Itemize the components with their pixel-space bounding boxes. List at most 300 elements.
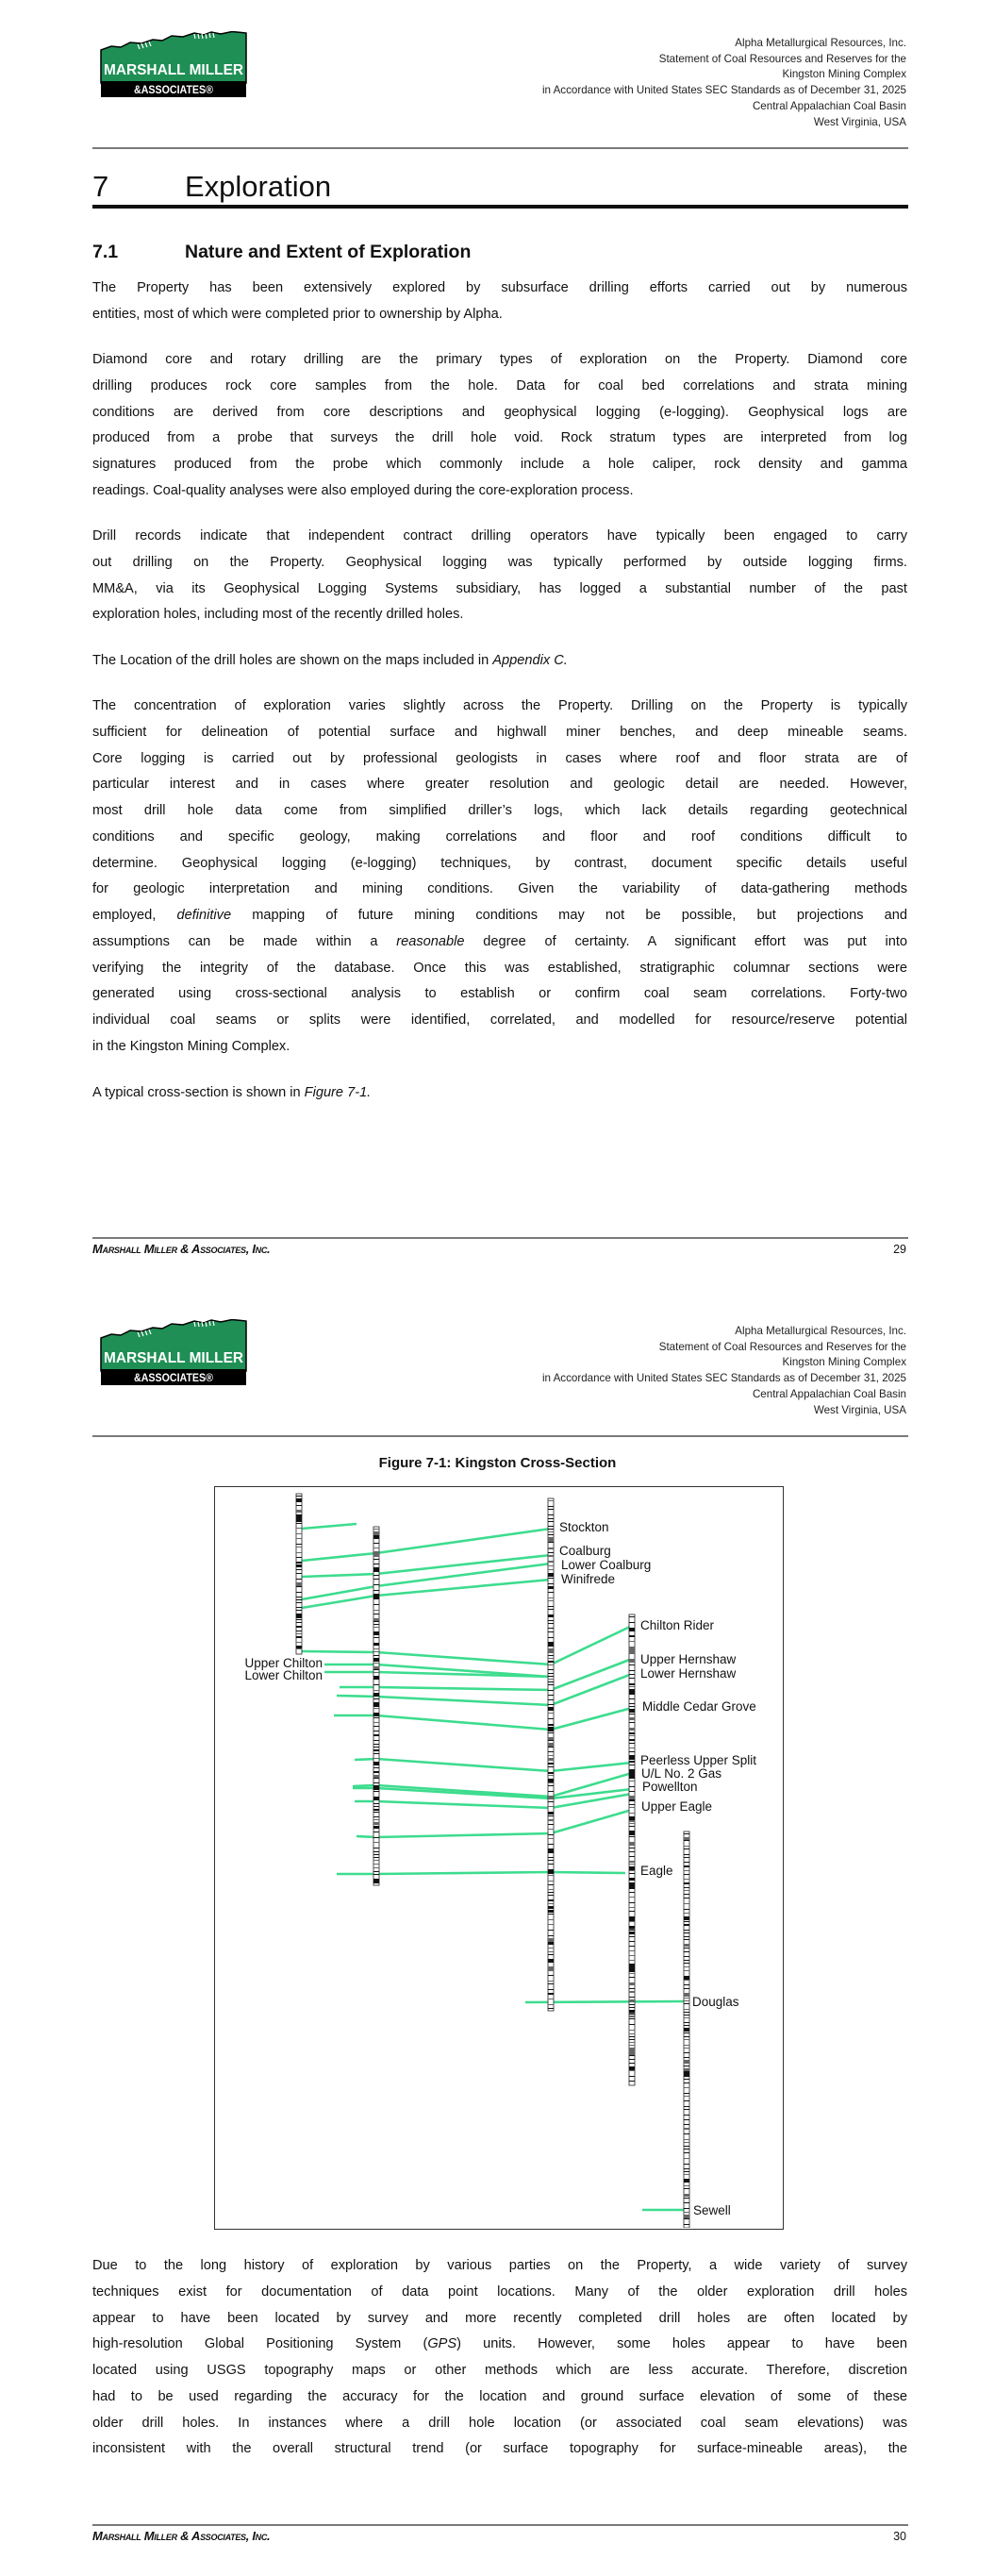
log-stratum-mark xyxy=(684,2032,689,2033)
log-stratum-mark xyxy=(296,1633,302,1634)
text-segment: Due to the long history of exploration by various parties on the Property, a wide variety of survey xyxy=(92,2258,907,2273)
log-stratum-mark xyxy=(684,1857,689,1858)
log-stratum-mark xyxy=(684,2015,689,2016)
log-stratum-mark xyxy=(548,1872,554,1874)
log-stratum-mark xyxy=(629,1902,635,1903)
log-stratum-mark xyxy=(548,1658,554,1659)
text-line xyxy=(92,648,907,675)
log-stratum-mark xyxy=(548,1592,554,1593)
log-stratum-mark xyxy=(629,2030,635,2031)
log-stratum-mark xyxy=(373,1826,379,1829)
log-stratum-mark xyxy=(548,1600,554,1601)
log-stratum-mark xyxy=(548,1651,554,1653)
log-stratum-mark xyxy=(684,2146,689,2147)
log-stratum-mark xyxy=(548,1914,554,1915)
log-stratum-mark xyxy=(684,1837,689,1840)
log-stratum-mark xyxy=(296,1626,302,1628)
log-stratum-mark xyxy=(684,1846,689,1847)
log-stratum-mark xyxy=(373,1693,379,1697)
log-stratum-mark xyxy=(684,2218,689,2219)
text-line xyxy=(92,2384,907,2411)
log-stratum-mark xyxy=(296,1642,302,1643)
log-stratum-mark xyxy=(684,2096,689,2097)
text-line xyxy=(92,2436,907,2463)
text-line xyxy=(92,577,907,603)
text-segment: located using USGS topography maps or other methods which are less accurate. Therefore, discretion xyxy=(92,2363,907,2378)
log-stratum-mark xyxy=(373,1621,379,1622)
log-stratum-mark xyxy=(684,2212,689,2213)
log-stratum-mark xyxy=(296,1528,302,1529)
log-stratum-mark xyxy=(548,1637,554,1638)
log-stratum-mark xyxy=(629,1941,635,1942)
log-stratum-mark xyxy=(548,1526,554,1527)
log-stratum-mark xyxy=(684,1848,689,1849)
log-stratum-mark xyxy=(373,1604,379,1605)
log-stratum-mark xyxy=(548,1954,554,1955)
text-segment: conditions are derived from core descriptions and geophysical logging (e-logging). Geophysical logs are xyxy=(92,404,907,420)
text-segment: techniques exist for documentation of data point locations. Many of the older exploration drill holes xyxy=(92,2283,907,2300)
log-stratum-mark xyxy=(629,2042,635,2043)
log-stratum-mark xyxy=(548,1924,554,1925)
log-stratum-mark xyxy=(629,1873,635,1874)
log-stratum-mark xyxy=(629,1761,635,1763)
log-stratum-mark xyxy=(548,1779,554,1782)
log-stratum-mark xyxy=(548,1875,554,1876)
log-stratum-mark xyxy=(548,1806,554,1807)
log-stratum-mark xyxy=(629,2052,635,2055)
log-stratum-mark xyxy=(548,1534,554,1535)
seam-label: U/L No. 2 Gas xyxy=(641,1766,722,1781)
footer-divider xyxy=(92,2524,908,2526)
log-stratum-mark xyxy=(296,1586,302,1587)
log-stratum-mark xyxy=(373,1758,379,1759)
log-stratum-mark xyxy=(373,1679,379,1680)
log-stratum-mark xyxy=(629,1892,635,1893)
log-stratum-mark xyxy=(373,1747,379,1748)
log-stratum-mark xyxy=(629,2018,635,2019)
seam-label: Upper Hernshaw xyxy=(640,1652,737,1666)
log-stratum-mark xyxy=(373,1529,379,1530)
log-stratum-mark xyxy=(548,1645,554,1646)
page-number: 30 xyxy=(893,2530,906,2543)
log-stratum-mark xyxy=(296,1505,302,1506)
log-stratum-mark xyxy=(629,1769,635,1774)
log-stratum-mark xyxy=(373,1627,379,1628)
log-stratum-mark xyxy=(684,1924,689,1926)
seam-label: Lower Coalburg xyxy=(561,1558,652,1572)
log-stratum-mark xyxy=(548,1796,554,1799)
log-stratum-mark xyxy=(629,1997,635,1998)
log-stratum-mark xyxy=(629,1955,635,1956)
correlation-line xyxy=(355,1759,632,1771)
log-stratum-mark xyxy=(548,1661,554,1663)
log-stratum-mark xyxy=(548,1555,554,1557)
log-stratum-mark xyxy=(296,1510,302,1513)
log-stratum-mark xyxy=(296,1648,302,1649)
logo-text: MARSHALL MILLER xyxy=(104,62,244,78)
log-stratum-mark xyxy=(296,1538,302,1539)
log-stratum-mark xyxy=(373,1547,379,1548)
log-stratum-mark xyxy=(684,2168,689,2169)
log-stratum-mark xyxy=(629,1686,635,1687)
log-stratum-mark xyxy=(296,1599,302,1600)
log-stratum-mark xyxy=(684,2174,689,2175)
header-divider xyxy=(92,1435,908,1437)
log-stratum-mark xyxy=(373,1722,379,1723)
log-stratum-mark xyxy=(684,2158,689,2159)
log-stratum-mark xyxy=(629,1911,635,1912)
log-stratum-mark xyxy=(629,1635,635,1637)
text-segment: determine. Geophysical logging (e-logging) techniques, by contrast, document specific details useful xyxy=(92,855,907,871)
log-stratum-mark xyxy=(548,1889,554,1890)
log-stratum-mark xyxy=(373,1803,379,1804)
log-stratum-mark xyxy=(629,2045,635,2046)
page-header xyxy=(542,1324,906,1418)
log-stratum-mark xyxy=(629,1664,635,1665)
log-stratum-mark xyxy=(684,1887,689,1888)
header-line: West Virginia, USA xyxy=(813,115,906,128)
log-stratum-mark xyxy=(629,2063,635,2064)
log-stratum-mark xyxy=(684,2133,689,2134)
log-stratum-mark xyxy=(373,1851,379,1852)
log-stratum-mark xyxy=(684,2124,689,2125)
log-stratum-mark xyxy=(296,1636,302,1638)
log-stratum-mark xyxy=(548,1573,554,1577)
log-stratum-mark xyxy=(548,1620,554,1621)
log-stratum-mark xyxy=(684,1970,689,1971)
log-stratum-mark xyxy=(373,1864,379,1865)
log-stratum-mark xyxy=(373,1819,379,1820)
log-stratum-mark xyxy=(629,2036,635,2037)
log-stratum-mark xyxy=(684,2009,689,2010)
log-stratum-mark xyxy=(548,1791,554,1792)
log-stratum-mark xyxy=(629,1714,635,1715)
log-stratum-mark xyxy=(684,2171,689,2172)
text-line xyxy=(92,903,907,929)
log-stratum-mark xyxy=(548,1732,554,1733)
log-stratum-mark xyxy=(629,1856,635,1857)
log-stratum-mark xyxy=(684,1948,689,1949)
seam-label: Peerless Upper Split xyxy=(640,1753,757,1767)
log-stratum-mark xyxy=(629,1670,635,1671)
log-stratum-mark xyxy=(629,1921,635,1922)
log-stratum-mark xyxy=(629,1739,635,1741)
log-stratum-mark xyxy=(629,1870,635,1871)
log-stratum-mark xyxy=(296,1602,302,1603)
emphasized-text: Figure 7-1. xyxy=(304,1085,372,1100)
log-stratum-mark xyxy=(548,1718,554,1719)
log-stratum-mark xyxy=(548,1935,554,1936)
log-stratum-mark xyxy=(684,1916,689,1920)
log-stratum-mark xyxy=(373,1797,379,1799)
log-stratum-mark xyxy=(684,2036,689,2037)
text-segment: high-resolution Global Positioning System ( xyxy=(92,2336,428,2352)
log-stratum-mark xyxy=(548,1552,554,1553)
log-stratum-mark xyxy=(373,1708,379,1709)
log-stratum-mark xyxy=(548,1975,554,1976)
correlation-line xyxy=(302,1555,551,1577)
log-stratum-mark xyxy=(373,1842,379,1843)
log-stratum-mark xyxy=(684,2075,689,2077)
log-stratum-mark xyxy=(296,1496,302,1497)
log-stratum-mark xyxy=(548,1713,554,1714)
log-stratum-mark xyxy=(548,1704,554,1705)
seam-label: Upper Chilton xyxy=(244,1656,323,1670)
log-stratum-mark xyxy=(548,1983,554,1984)
log-stratum-mark xyxy=(296,1520,302,1521)
log-stratum-mark xyxy=(684,1984,689,1985)
text-segment: generated using cross-sectional analysis to establish or confirm coal seam correlations. Forty-two xyxy=(92,986,907,1002)
log-stratum-mark xyxy=(373,1535,379,1538)
log-stratum-mark xyxy=(296,1544,302,1545)
log-stratum-mark xyxy=(548,1775,554,1776)
log-stratum-mark xyxy=(548,1676,554,1677)
log-stratum-mark xyxy=(629,1694,635,1695)
header-line: Kingston Mining Complex xyxy=(782,1356,906,1369)
log-stratum-mark xyxy=(548,1606,554,1607)
text-segment: signatures produced from the probe which commonly include a hole caliper, rock density and gamma xyxy=(92,457,907,472)
log-stratum-mark xyxy=(296,1501,302,1502)
header-line: in Accordance with United States SEC Standards as of December 31, 2025 xyxy=(541,1372,906,1385)
log-stratum-mark xyxy=(548,1631,554,1632)
text-line xyxy=(92,798,907,825)
footer-company: Marshall Miller & Associates, Inc. xyxy=(92,2529,271,2543)
log-stratum-mark xyxy=(548,1583,554,1584)
seam-label: Upper Eagle xyxy=(641,1799,713,1814)
log-stratum-mark xyxy=(548,1531,554,1532)
log-stratum-mark xyxy=(629,2059,635,2060)
text-segment: The concentration of exploration varies slightly across the Property. Drilling on the Property is typically xyxy=(92,698,907,713)
log-stratum-mark xyxy=(373,1857,379,1858)
header-line: Alpha Metallurgical Resources, Inc. xyxy=(735,37,906,49)
log-stratum-mark xyxy=(548,1758,554,1761)
log-stratum-mark xyxy=(684,2012,689,2013)
log-stratum-mark xyxy=(296,1552,302,1553)
log-stratum-mark xyxy=(373,1643,379,1646)
text-line xyxy=(92,347,907,374)
log-stratum-mark xyxy=(629,1946,635,1947)
log-stratum-mark xyxy=(373,1799,379,1800)
text-line xyxy=(92,746,907,773)
log-stratum-mark xyxy=(373,1749,379,1751)
log-stratum-mark xyxy=(296,1614,302,1618)
log-stratum-mark xyxy=(684,2224,689,2225)
text-segment: for geologic interpretation and mining conditions. Given the variability of data-gathering methods xyxy=(92,881,907,897)
log-stratum-mark xyxy=(373,1867,379,1868)
text-line xyxy=(92,956,907,982)
log-stratum-mark xyxy=(296,1622,302,1623)
log-stratum-mark xyxy=(684,1980,689,1981)
log-stratum-mark xyxy=(373,1690,379,1691)
text-line xyxy=(92,2411,907,2437)
log-stratum-mark xyxy=(684,2025,689,2026)
correlation-line xyxy=(302,1524,357,1529)
log-stratum-mark xyxy=(373,1762,379,1765)
log-stratum-mark xyxy=(373,1767,379,1768)
log-stratum-mark xyxy=(548,1565,554,1566)
log-stratum-mark xyxy=(548,1966,554,1970)
log-stratum-mark xyxy=(373,1538,379,1539)
log-stratum-mark xyxy=(548,1597,554,1598)
emphasized-text: Appendix C. xyxy=(492,653,568,668)
log-stratum-mark xyxy=(684,1903,689,1904)
log-stratum-mark xyxy=(684,2152,689,2153)
text-line xyxy=(92,2358,907,2384)
log-stratum-mark xyxy=(629,1836,635,1837)
log-stratum-mark xyxy=(684,1854,689,1855)
log-stratum-mark xyxy=(548,1930,554,1931)
log-stratum-mark xyxy=(296,1498,302,1501)
log-stratum-mark xyxy=(629,1732,635,1734)
log-stratum-mark xyxy=(373,1860,379,1861)
header-line: Central Appalachian Coal Basin xyxy=(752,1387,906,1400)
log-stratum-mark xyxy=(548,1884,554,1885)
log-stratum-mark xyxy=(684,2003,689,2004)
log-stratum-mark xyxy=(548,1910,554,1913)
company-logo xyxy=(100,31,247,98)
log-stratum-mark xyxy=(629,1823,635,1824)
log-stratum-mark xyxy=(629,1973,635,1974)
log-stratum-mark xyxy=(373,1726,379,1727)
footer-company: Marshall Miller & Associates, Inc. xyxy=(92,1242,271,1256)
subsection-title: Nature and Extent of Exploration xyxy=(185,242,472,262)
log-stratum-mark xyxy=(296,1579,302,1580)
log-stratum-mark xyxy=(684,1921,689,1922)
section-underline xyxy=(92,205,908,209)
text-line xyxy=(92,550,907,577)
log-stratum-mark xyxy=(548,1695,554,1696)
log-stratum-mark xyxy=(373,1575,379,1576)
log-stratum-mark xyxy=(629,1864,635,1865)
log-stratum-mark xyxy=(373,1791,379,1792)
log-stratum-mark xyxy=(548,1919,554,1920)
text-line xyxy=(92,1034,907,1061)
paragraph xyxy=(92,524,907,628)
log-stratum-mark xyxy=(684,2048,689,2049)
log-stratum-mark xyxy=(373,1559,379,1560)
header-line: Central Appalachian Coal Basin xyxy=(752,99,906,112)
log-stratum-mark xyxy=(548,1834,554,1835)
log-stratum-mark xyxy=(684,2182,689,2183)
log-stratum-mark xyxy=(684,1936,689,1937)
logo-text: &ASSOCIATES® xyxy=(134,1371,214,1384)
log-stratum-mark xyxy=(373,1816,379,1817)
log-stratum-mark xyxy=(629,2055,635,2056)
log-stratum-mark xyxy=(548,1707,554,1711)
log-stratum-mark xyxy=(548,1609,554,1610)
seam-label: Lower Chilton xyxy=(244,1668,323,1682)
text-line xyxy=(92,1080,907,1107)
log-stratum-mark xyxy=(629,1774,635,1779)
log-stratum-mark xyxy=(373,1744,379,1745)
footer-divider xyxy=(92,1237,908,1239)
log-stratum-mark xyxy=(629,1799,635,1801)
log-stratum-mark xyxy=(548,1860,554,1861)
text-segment: conditions and specific geology, making correlations and floor and roof conditions difficult to xyxy=(92,828,907,845)
log-stratum-mark xyxy=(373,1734,379,1736)
log-stratum-mark xyxy=(629,1926,635,1931)
text-segment: most drill hole data come from simplified driller’s logs, which lack details regarding geotechnical xyxy=(92,803,907,818)
text-segment: produced from a probe that surveys the drill hole void. Rock stratum types are interpreted from log xyxy=(92,430,907,446)
log-stratum-mark xyxy=(684,2164,689,2165)
log-stratum-mark xyxy=(629,1674,635,1675)
log-stratum-mark xyxy=(684,2185,689,2186)
log-stratum-mark xyxy=(684,2142,689,2143)
log-stratum-mark xyxy=(684,2188,689,2189)
log-stratum-mark xyxy=(629,1791,635,1792)
log-stratum-mark xyxy=(548,1906,554,1909)
log-stratum-mark xyxy=(629,2048,635,2052)
paragraph-figure-ref xyxy=(92,1080,907,1107)
log-stratum-mark xyxy=(373,1778,379,1779)
logo-text: MARSHALL MILLER xyxy=(104,1350,244,1366)
log-stratum-mark xyxy=(684,2087,689,2088)
log-stratum-mark xyxy=(373,1579,379,1580)
text-line xyxy=(92,825,907,851)
text-segment: individual coal seams or splits were identified, correlated, and modelled for resource/reserve potential xyxy=(92,1012,907,1028)
text-segment: sufficient for delineation of potential surface and highwall miner benches, and deep mineable seams. xyxy=(92,724,907,740)
log-stratum-mark xyxy=(373,1782,379,1783)
log-stratum-mark xyxy=(373,1879,379,1883)
log-stratum-mark xyxy=(373,1669,379,1670)
header-line: Statement of Coal Resources and Reserves for the xyxy=(658,52,906,65)
seam-label: Douglas xyxy=(692,1995,739,2009)
log-stratum-mark xyxy=(373,1594,379,1598)
text-segment: drilling produces rock core samples from the hole. Data for coal bed correlations and strata mining xyxy=(92,377,907,393)
log-stratum-mark xyxy=(684,1898,689,1899)
log-stratum-mark xyxy=(296,1569,302,1570)
log-stratum-mark xyxy=(684,1890,689,1891)
log-stratum-mark xyxy=(629,1816,635,1820)
log-stratum-mark xyxy=(629,1950,635,1951)
text-line xyxy=(92,478,907,505)
figure-title: Figure 7-1: Kingston Cross-Section xyxy=(378,1455,617,1471)
text-line xyxy=(92,2280,907,2306)
log-stratum-mark xyxy=(373,1771,379,1773)
text-segment: The Property has been extensively explored by subsurface drilling efforts carried out by numerous xyxy=(92,280,907,295)
seam-label: Winifrede xyxy=(561,1572,616,1586)
log-stratum-mark xyxy=(684,2119,689,2120)
log-stratum-mark xyxy=(548,1962,554,1963)
log-stratum-mark xyxy=(548,1772,554,1774)
log-stratum-mark xyxy=(629,1861,635,1863)
seam-label: Stockton xyxy=(559,1520,609,1534)
section-number: 7 xyxy=(92,170,109,203)
log-stratum-mark xyxy=(296,1533,302,1534)
log-stratum-mark xyxy=(684,1833,689,1834)
log-stratum-mark xyxy=(548,1614,554,1617)
log-stratum-mark xyxy=(548,1673,554,1674)
log-stratum-mark xyxy=(629,1722,635,1723)
log-stratum-mark xyxy=(373,1590,379,1591)
log-stratum-mark xyxy=(684,2198,689,2199)
log-stratum-mark xyxy=(684,1913,689,1914)
log-stratum-mark xyxy=(548,1747,554,1748)
log-stratum-mark xyxy=(629,2070,635,2071)
emphasized-text: reasonable xyxy=(396,933,465,949)
text-line xyxy=(92,374,907,400)
text-segment: The Location of the drill holes are shown on the maps included in xyxy=(92,653,493,668)
log-stratum-mark xyxy=(548,1727,554,1731)
log-stratum-mark xyxy=(373,1531,379,1535)
seam-label: Middle Cedar Grove xyxy=(642,1699,756,1714)
log-stratum-mark xyxy=(629,2066,635,2070)
log-stratum-mark xyxy=(629,1982,635,1985)
header-line: Statement of Coal Resources and Reserves for the xyxy=(658,1340,906,1353)
text-segment: ) units. However, some holes appear to have been xyxy=(456,2336,907,2352)
log-stratum-mark xyxy=(548,1751,554,1752)
log-stratum-mark xyxy=(373,1702,379,1707)
